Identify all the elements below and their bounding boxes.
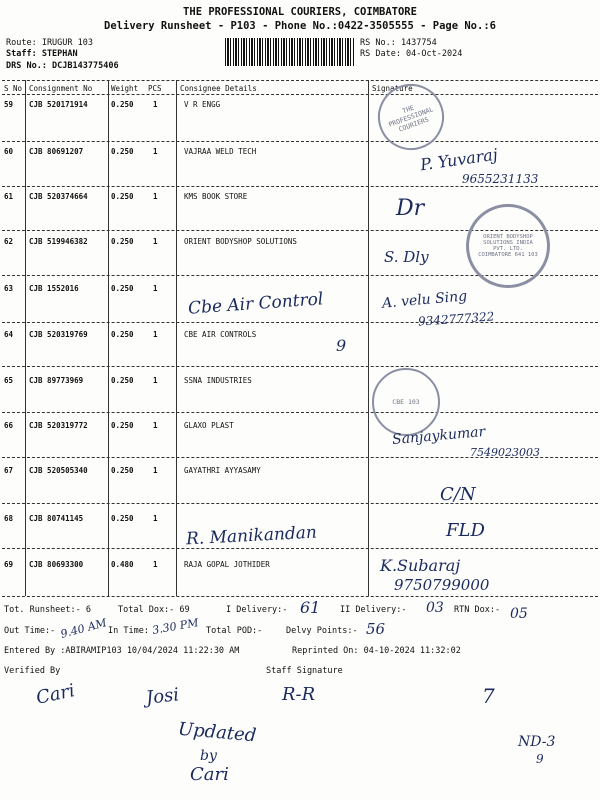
handwritten-signature: S. Dly [384,248,429,266]
row-sno: 64 [4,330,14,339]
handwritten-signature: A. velu Sing [381,288,468,312]
staff: Staff: STEPHAN [6,49,78,59]
row-weight: 0.250 [111,147,134,156]
row-pcs: 1 [153,421,158,430]
row-pcs: 1 [153,237,158,246]
row-sno: 60 [4,147,14,156]
out-time-value: 9.40 AM [59,616,109,641]
delvy-points: Delvy Points:- [286,626,358,636]
row-pcs: 1 [153,147,158,156]
out-time: Out Time:- [4,626,56,636]
ii-delivery-value: 03 [426,600,444,616]
row-pcs: 1 [153,560,158,569]
updated-note: by [200,748,217,764]
column-divider [368,80,369,596]
row-consignee: ORIENT BODYSHOP SOLUTIONS [184,237,297,246]
handwritten-phone: 9342777322 [417,309,495,329]
row-weight: 0.250 [111,192,134,201]
reprinted-on: Reprinted On: 04-10-2024 11:32:02 [292,646,461,656]
table-rule [2,412,598,413]
verifier-signature: Josi [144,684,181,709]
row-consignment: CJB 80691207 [29,147,84,156]
handwritten-consignee: Cbe Air Control [187,289,324,319]
handwritten-phone: 9750799000 [394,576,490,594]
table-rule [2,94,598,95]
verifier-signature: Cari [34,680,77,709]
row-consignee: KMS BOOK STORE [184,192,248,201]
total-pod: Total POD:- [206,626,263,636]
col-consignment: Consignment No [29,84,93,93]
handwritten-consignee: R. Manikandan [185,522,318,550]
row-consignment: CJB 520505340 [29,466,88,475]
runsheet-title: Delivery Runsheet - P103 - Phone No.:0422-3505555 - Page No.:6 [104,20,496,32]
stamp-text: ORIENT BODYSHOP SOLUTIONS INDIA PVT. LTD. COIMBATORE 641 103 [478,234,538,258]
row-consignee: VAJRAA WELD TECH [184,147,257,156]
corner-note: ND-3 [518,734,556,750]
table-rule [2,141,598,142]
row-sno: 61 [4,192,14,201]
row-sno: 69 [4,560,14,569]
delvy-points-value: 56 [366,620,386,638]
row-consignment: CJB 89773969 [29,376,84,385]
row-weight: 0.250 [111,421,134,430]
row-pcs: 1 [153,376,158,385]
stamp-text: CBE 103 [392,398,420,406]
row-pcs: 1 [153,100,158,109]
corner-note: 9 [536,752,544,766]
company-seal [466,204,550,288]
table-rule [2,503,598,504]
row-consignment: CJB 520374664 [29,192,88,201]
stamp-text: THE PROFESSIONAL COURIERS [387,103,435,134]
in-time: In Time: [108,626,149,636]
table-rule [2,186,598,187]
table-rule [2,80,598,81]
rs-number: RS No.: 1437754 [360,38,437,48]
col-sno: S No [4,84,23,93]
row-consignment: CJB 1552016 [29,284,79,293]
column-divider [25,80,26,596]
column-divider [108,80,109,596]
staff-signature-label: Staff Signature [266,666,343,676]
row-consignee: CBE AIR CONTROLS [184,330,257,339]
rtn-dox: RTN Dox:- [454,605,501,615]
row-pcs: 1 [153,284,158,293]
col-signature: Signature [372,84,413,93]
row-consignment: CJB 520171914 [29,100,88,109]
row-pcs: 1 [153,330,158,339]
drs-number: DRS No.: DCJB143775406 [6,61,119,71]
col-consignee: Consignee Details [180,84,257,93]
row-consignment: CJB 520319769 [29,330,88,339]
i-delivery-value: 61 [300,598,321,617]
rtn-dox-value: 05 [510,606,528,622]
row-consignment: CJB 520319772 [29,421,88,430]
updated-note: Cari [190,764,229,785]
row-sno: 62 [4,237,14,246]
handwritten-signature: K.Subaraj [380,556,461,575]
handwritten-mark: 7 [482,684,495,708]
row-consignment: CJB 519946382 [29,237,88,246]
row-sno: 67 [4,466,14,475]
row-sno: 66 [4,421,14,430]
handwritten-signature: P. Yuvaraj [419,144,499,175]
col-weight: Weight [111,84,139,93]
row-weight: 0.250 [111,330,134,339]
table-rule [2,366,598,367]
verified-by: Verified By [4,666,61,676]
row-consignment: CJB 80693300 [29,560,84,569]
handwritten-note: FLD [446,520,485,541]
route: Route: IRUGUR 103 [6,38,93,48]
handwritten-note: C/N [440,484,476,505]
tot-runsheet: Tot. Runsheet:- 6 [4,605,91,615]
table-rule [2,322,598,323]
branch-stamp [372,368,440,436]
col-pcs: PCS [148,84,162,93]
row-consignee: RAJA GOPAL JOTHIDER [184,560,270,569]
row-sno: 63 [4,284,14,293]
row-consignee: GAYATHRI AYYASAMY [184,466,261,475]
handwritten-phone: 9655231133 [462,172,539,186]
ii-delivery: II Delivery:- [340,605,407,615]
handwritten-phone: 7549023003 [470,446,540,459]
row-consignee: GLAXO PLAST [184,421,234,430]
handwritten-signature: Sanjaykumar [391,423,486,449]
row-weight: 0.250 [111,376,134,385]
table-rule [2,548,598,549]
entered-by: Entered By :ABIRAMIP103 10/04/2024 11:22:30 AM [4,646,240,656]
table-rule [2,596,598,597]
row-weight: 0.250 [111,514,134,523]
in-time-value: 3.30 PM [151,616,200,637]
company-name: THE PROFESSIONAL COURIERS, COIMBATORE [183,6,417,18]
rs-date: RS Date: 04-Oct-2024 [360,49,463,59]
row-sno: 68 [4,514,14,523]
i-delivery: I Delivery:- [226,605,288,615]
row-weight: 0.250 [111,100,134,109]
updated-note: Updated [177,718,258,747]
total-dox: Total Dox:- 69 [118,605,190,615]
row-weight: 0.250 [111,466,134,475]
column-divider [176,80,177,596]
row-sno: 65 [4,376,14,385]
row-consignee: V R ENGG [184,100,221,109]
row-consignee: SSNA INDUSTRIES [184,376,252,385]
barcode [225,38,355,66]
row-pcs: 1 [153,514,158,523]
handwritten-signature: Dr [396,196,425,221]
row-weight: 0.480 [111,560,134,569]
handwritten-mark: 9 [336,336,347,355]
row-pcs: 1 [153,466,158,475]
row-pcs: 1 [153,192,158,201]
row-weight: 0.250 [111,237,134,246]
row-sno: 59 [4,100,14,109]
row-consignment: CJB 80741145 [29,514,84,523]
staff-signature: R-R [282,684,316,705]
row-weight: 0.250 [111,284,134,293]
